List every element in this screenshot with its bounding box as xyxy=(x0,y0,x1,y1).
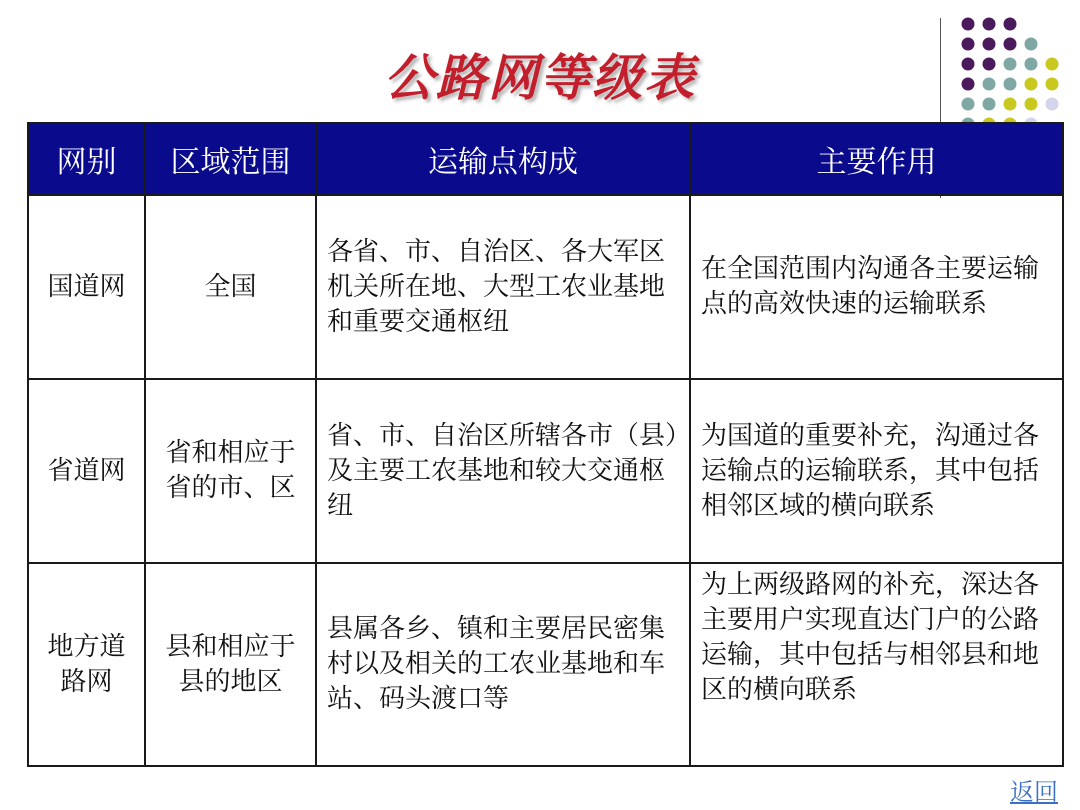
header-role: 主要作用 xyxy=(690,123,1063,195)
cell-role: 为上两级路网的补充，深达各主要用户实现直达门户的公路运输，其中包括与相邻县和地区的横向联系 xyxy=(690,563,1063,766)
cell-points: 县属各乡、镇和主要居民密集村以及相关的工农业基地和车站、码头渡口等 xyxy=(316,563,690,766)
cell-scope: 县和相应于县的地区 xyxy=(145,563,316,766)
slide-title: 公路网等级表 xyxy=(384,48,696,107)
table-row xyxy=(28,379,1063,563)
header-scope: 区域范围 xyxy=(145,123,316,195)
header-points: 运输点构成 xyxy=(316,123,690,195)
table-header-row xyxy=(28,123,1063,195)
table-row xyxy=(28,195,1063,379)
cell-network: 省道网 xyxy=(28,379,145,563)
cell-role: 在全国范围内沟通各主要运输点的高效快速的运输联系 xyxy=(690,195,1063,379)
cell-points: 各省、市、自治区、各大军区机关所在地、大型工农业基地和重要交通枢纽 xyxy=(316,195,690,379)
cell-scope: 全国 xyxy=(145,195,316,379)
decorative-dot-grid xyxy=(960,16,1070,126)
header-network: 网别 xyxy=(28,123,145,195)
cell-network: 国道网 xyxy=(28,195,145,379)
highway-grade-table xyxy=(27,122,1064,767)
cell-points: 省、市、自治区所辖各市（县）及主要工农基地和较大交通枢纽 xyxy=(316,379,690,563)
back-link[interactable]: 返回 xyxy=(1010,778,1058,806)
dot-grid-icon xyxy=(962,18,1059,127)
cell-network: 地方道路网 xyxy=(28,563,145,766)
cell-scope: 省和相应于省的市、区 xyxy=(145,379,316,563)
table-row xyxy=(28,563,1063,766)
cell-role: 为国道的重要补充，沟通过各运输点的运输联系，其中包括相邻区域的横向联系 xyxy=(690,379,1063,563)
